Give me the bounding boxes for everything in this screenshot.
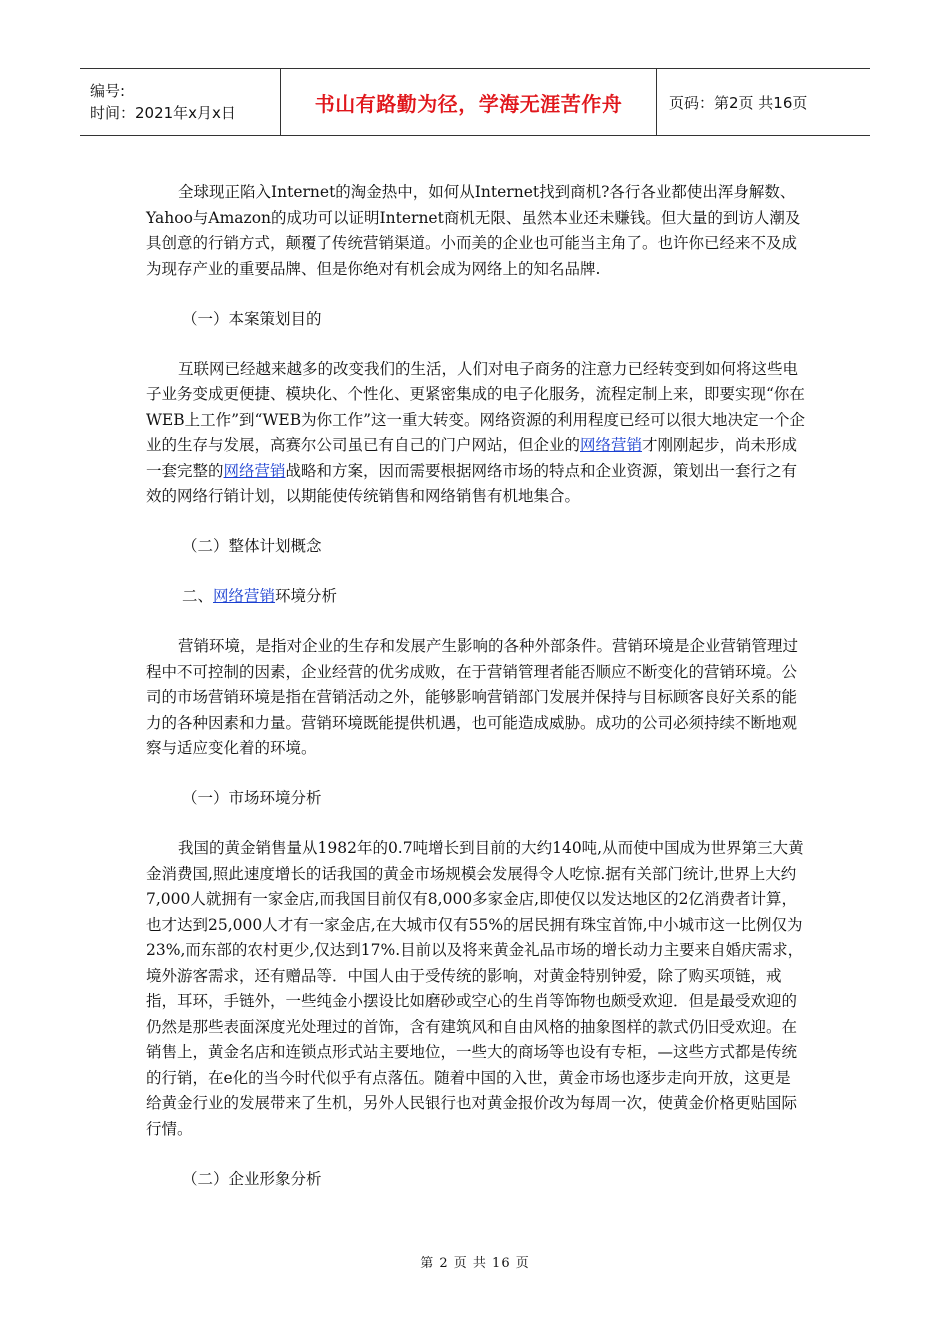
- network-marketing-link[interactable]: 网络营销: [580, 436, 643, 454]
- motto-text: 书山有路勤为径，学海无涯苦作舟: [314, 91, 623, 116]
- document-body: [146, 180, 806, 1192]
- paragraph-marketing-environment: 营销环境，是指对企业的生存和发展产生影响的各种外部条件。营销环境是企业营销管理过程中不可控制的因素，企业经营的优劣成败，在于营销管理者能否顺应不断变化的营销环境。公司的市场营销环境是指在营销活动之外，能够影响营销部门发展并保持与目标顾客良好关系的能力的各种因素和力量。营销环境既能提供机遇，也可能造成威胁。成功的公司必须持续不断地观察与适应变化着的环境。: [146, 637, 799, 757]
- header-motto-cell: [281, 69, 657, 135]
- serial-label: 编号:: [90, 82, 126, 100]
- page-header: [80, 68, 870, 136]
- network-marketing-link[interactable]: 网络营销: [213, 587, 276, 605]
- paragraph-market-analysis: 我国的黄金销售量从1982年的0.7吨增长到目前的大约140吨,从而使中国成为世界第三大黄金消费国,照此速度增长的话我国的黄金市场规模会发展得令人吃惊.据有关部门统计,世界上大约7,000人就拥有一家金店,而我国目前仅有8,000多家金店,即使仅以发达地区的2亿消费者计算，也才达到25,000人才有一家金店,在大城市仅有55%的居民拥有珠宝首饰,中小城市这一比例仅为23%,而东部的农村更少,仅达到17%.目前以及将来黄金礼品市场的增长动力主要来自婚庆需求，境外游客需求，还有赠品等．中国人由于受传统的影响，对黄金特别钟爱，除了购买项链，戒指，耳环，手链外，一些纯金小摆设比如磨砂或空心的生肖等饰物也颇受欢迎．但是最受欢迎的仍然是那些表面深度光处理过的首饰，含有建筑风和自由风格的抽象图样的款式仍旧受欢迎。在销售上，黄金名店和连锁点形式站主要地位，一些大的商场等也设有专柜，—这些方式都是传统的行销，在e化的当今时代似乎有点落伍。随着中国的入世，黄金市场也逐步走向开放，这更是给黄金行业的发展带来了生机，另外人民银行也对黄金报价改为每周一次，使黄金价格更贴国际行情。: [146, 839, 804, 1138]
- time-label: 时间：2021年x月x日: [90, 104, 236, 122]
- heading-brand-image: （二）企业形象分析: [182, 1169, 322, 1188]
- heading-suffix: 环境分析: [275, 587, 338, 605]
- heading-overall-concept: （二）整体计划概念: [182, 537, 322, 555]
- header-page-info: [657, 69, 870, 135]
- header-meta: [80, 69, 281, 135]
- paragraph-purpose-text-a: 互联网已经越来越多的改变我们的生活，人们对电子商务的注意力已经转变到如何将这些电子业务变成更便捷、模块化、个性化、更紧密集成的电子化服务，流程定制上来，即要实现“你在WEB上工作”到“WEB为你工作”这一重大转变。网络资源的利用程度已经可以很大地决定一个企业的生存与发展，高赛尔公司虽已有自己的门户网站，但企业的: [146, 359, 806, 454]
- paragraph-purpose: [146, 357, 806, 510]
- paragraph-purpose-text-b: 才刚刚起步，尚未形成一套完整的: [146, 436, 798, 480]
- page-info-text: 页码：第2页 共16页: [669, 93, 808, 112]
- network-marketing-link[interactable]: 网络营销: [223, 461, 286, 480]
- page-footer: 第 2 页 共 16 页: [420, 1256, 530, 1271]
- heading-planning-purpose: （一）本案策划目的: [182, 309, 322, 328]
- paragraph-intro: 全球现正陷入Internet的淘金热中，如何从Internet找到商机?各行各业都使出浑身解数、Yahoo与Amazon的成功可以证明Internet商机无限、虽然本业还未赚钱。但大量的到访人潮及具创意的行销方式，颠覆了传统营销渠道。小而美的企业也可能当主角了。也许你已经来不及成为现存产业的重要品牌、但是你绝对有机会成为网络上的知名品牌.: [146, 183, 801, 278]
- heading-number: 二、: [182, 587, 214, 605]
- heading-market-analysis: （一）市场环境分析: [182, 789, 322, 807]
- heading-environment-analysis: [146, 584, 806, 610]
- paragraph-purpose-text-c: 战略和方案，因而需要根据网络市场的特点和企业资源，策划出一套行之有效的网络行销计划，以期能使传统销售和网络销售有机地集合。: [146, 461, 798, 505]
